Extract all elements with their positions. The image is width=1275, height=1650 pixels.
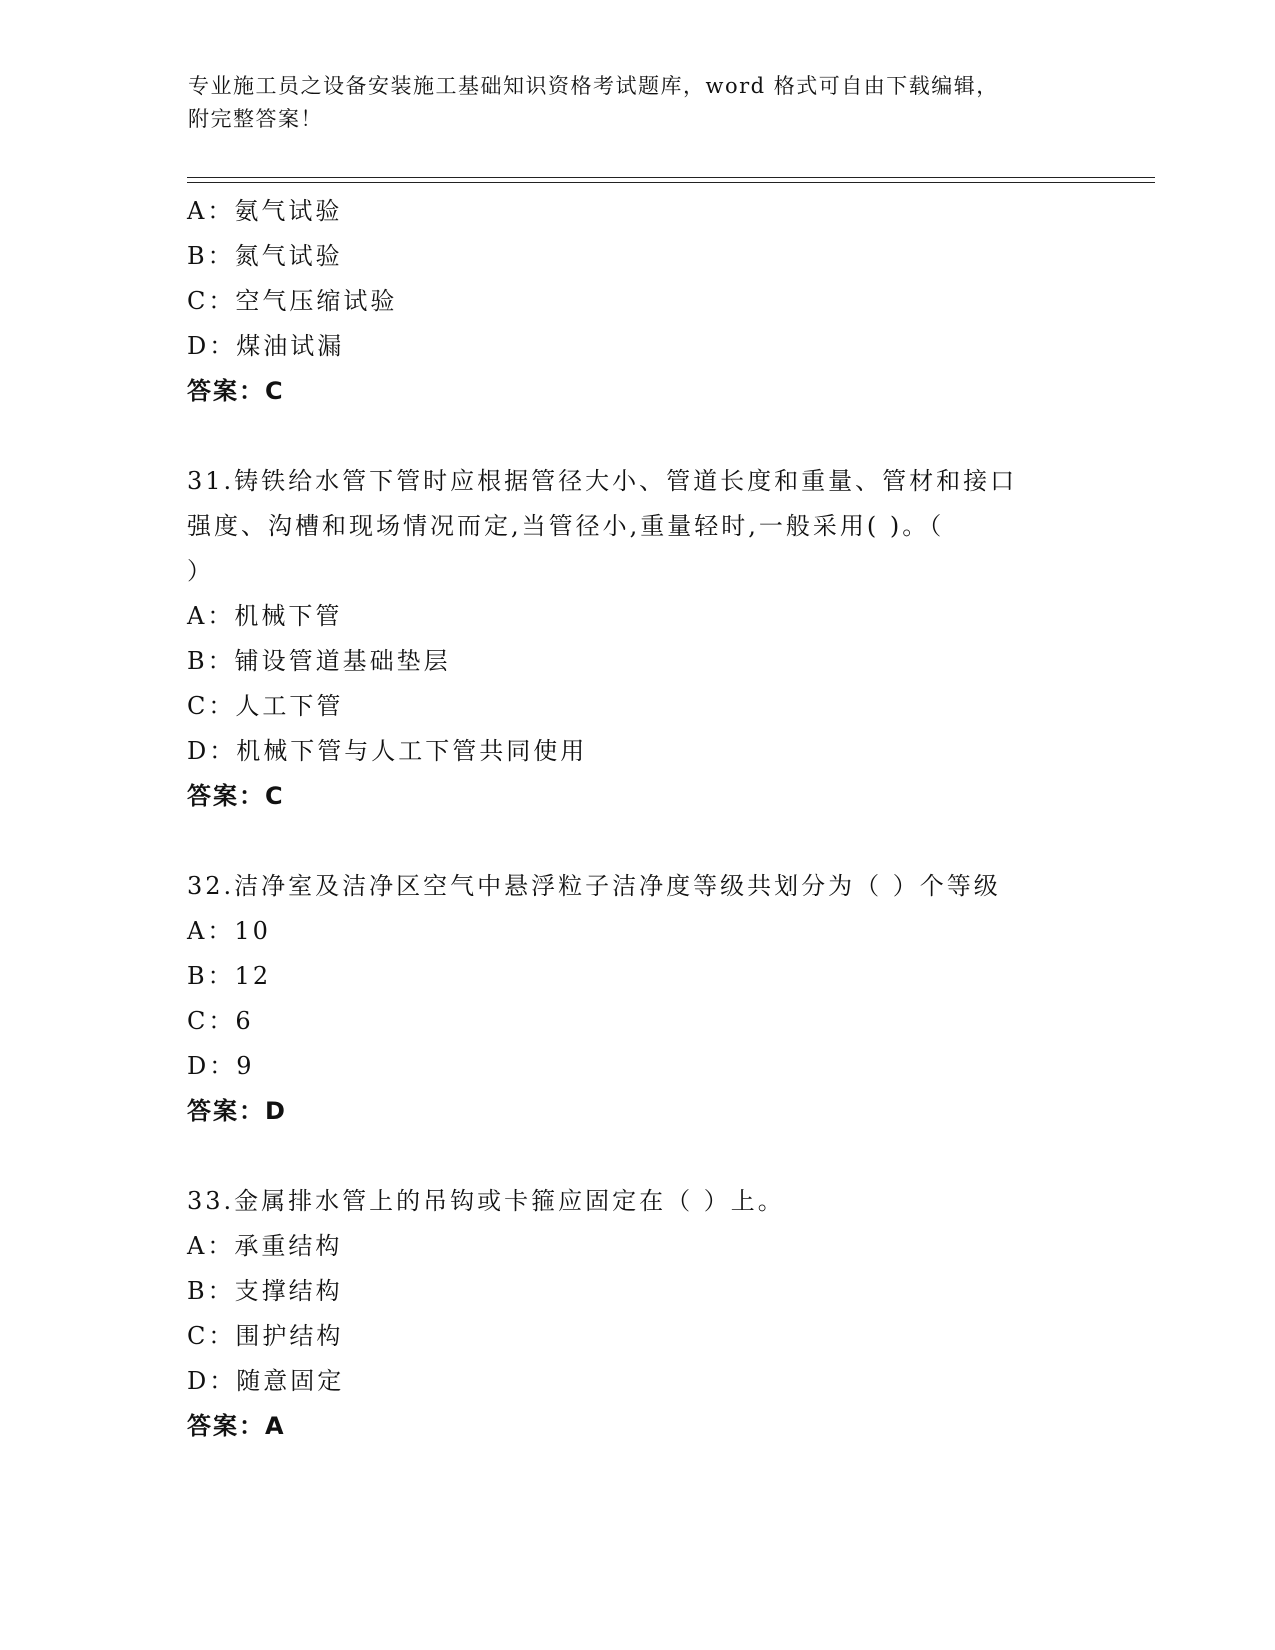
spacer [187, 1134, 1087, 1179]
answer-line: 答案：C [187, 782, 285, 810]
spacer [187, 819, 1087, 864]
option-d: D：9 [187, 1052, 255, 1080]
header-rule-top [187, 177, 1155, 178]
question-stem: 31.铸铁给水管下管时应根据管径大小、管道长度和重量、管材和接口 [187, 467, 1018, 495]
option-b: B：铺设管道基础垫层 [187, 647, 451, 675]
question-33 [187, 1179, 1087, 1449]
question-stem: 32.洁净室及洁净区空气中悬浮粒子洁净度等级共划分为（ ）个等级 [187, 872, 1001, 900]
question-stem: 33.金属排水管上的吊钩或卡箍应固定在（ ）上。 [187, 1187, 785, 1215]
option-b: B：支撑结构 [187, 1277, 343, 1305]
header-line-1: 专业施工员之设备安装施工基础知识资格考试题库，word 格式可自由下载编辑， [188, 74, 999, 98]
header-rule-bottom [187, 182, 1155, 183]
option-c: C：空气压缩试验 [187, 287, 398, 315]
option-b: B：氮气试验 [187, 242, 343, 270]
option-c: C：围护结构 [187, 1322, 344, 1350]
question-32 [187, 864, 1087, 1134]
question-31 [187, 459, 1087, 819]
answer-line: 答案：A [187, 1412, 286, 1440]
question-30 [187, 189, 1087, 414]
option-d: D：随意固定 [187, 1367, 345, 1395]
option-c: C：6 [187, 1007, 254, 1035]
option-a: A：10 [187, 917, 271, 945]
option-b: B：12 [187, 962, 272, 990]
option-a: A：承重结构 [187, 1232, 343, 1260]
header-line-2: 附完整答案！ [188, 107, 323, 131]
answer-line: 答案：D [187, 1097, 287, 1125]
question-stem-continued: 强度、沟槽和现场情况而定,当管径小,重量轻时,一般采用( )。（ [187, 512, 945, 540]
answer-line: 答案：C [187, 377, 285, 405]
option-d: D：煤油试漏 [187, 332, 345, 360]
spacer [187, 414, 1087, 459]
option-a: A：机械下管 [187, 602, 343, 630]
option-c: C：人工下管 [187, 692, 344, 720]
question-stem-continued: ） [187, 557, 214, 585]
document-header [188, 70, 1088, 136]
option-d: D：机械下管与人工下管共同使用 [187, 737, 588, 765]
question-list [187, 189, 1087, 1449]
option-a: A：氨气试验 [187, 197, 343, 225]
